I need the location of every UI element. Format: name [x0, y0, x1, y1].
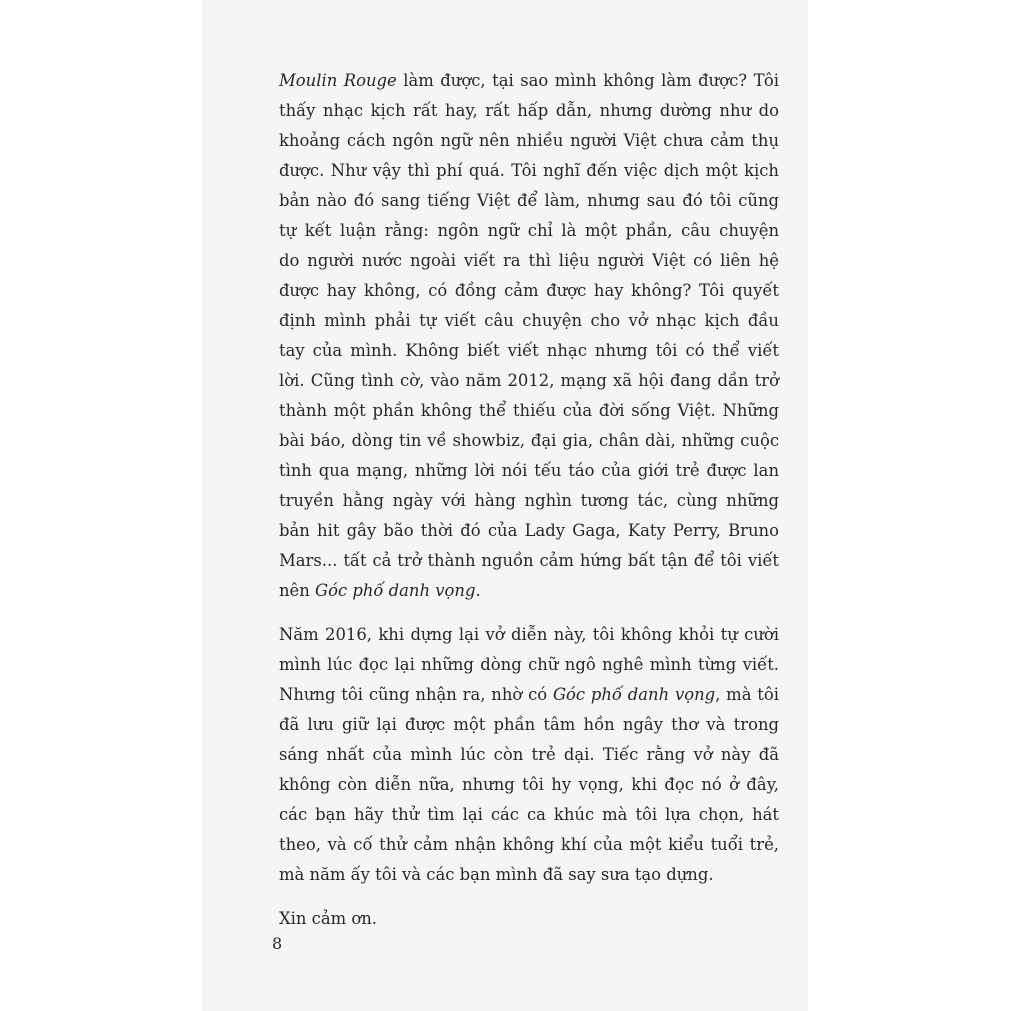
text-line: [279, 216, 779, 246]
italic-title: Moulin Rouge: [279, 71, 397, 90]
text-line: [279, 156, 779, 186]
text-line: [279, 620, 779, 650]
text-segment: do người nước ngoài viết ra thì liệu người Việt có liên hệ: [279, 251, 779, 270]
text-segment: không còn diễn nữa, nhưng tôi hy vọng, khi đọc nó ở đây,: [279, 775, 779, 794]
text-line: [279, 246, 779, 276]
book-page: [202, 0, 808, 1011]
page-number: 8: [272, 934, 283, 953]
italic-title: Góc phố danh vọng: [552, 685, 716, 704]
text-segment: bài báo, dòng tin về showbiz, đại gia, chân dài, những cuộc: [279, 431, 779, 450]
paragraph: [279, 620, 779, 890]
text-segment: định mình phải tự viết câu chuyện cho vở nhạc kịch đầu: [279, 311, 779, 330]
text-segment: bản hit gây bão thời đó của Lady Gaga, Katy Perry, Bruno: [279, 521, 779, 540]
text-segment: truyền hằng ngày với hàng nghìn tương tác, cùng những: [279, 491, 779, 510]
text-segment: mà năm ấy tôi và các bạn mình đã say sưa tạo dựng.: [279, 865, 714, 884]
text-segment: mình lúc đọc lại những dòng chữ ngô nghê mình từng viết.: [279, 655, 779, 674]
text-line: [279, 96, 779, 126]
text-line: [279, 456, 779, 486]
text-line: [279, 904, 779, 934]
text-line: [279, 516, 779, 546]
text-segment: tay của mình. Không biết viết nhạc nhưng tôi có thể viết: [279, 341, 779, 360]
text-segment: các bạn hãy thử tìm lại các ca khúc mà tôi lựa chọn, hát: [279, 805, 779, 824]
text-line: [279, 650, 779, 680]
text-segment: được hay không, có đồng cảm được hay không? Tôi quyết: [279, 281, 779, 300]
text-segment: bản nào đó sang tiếng Việt để làm, nhưng sau đó tôi cũng: [279, 191, 779, 210]
text-segment: nên: [279, 581, 316, 600]
text-line: [279, 546, 779, 576]
text-line: [279, 306, 779, 336]
text-segment: Mars... tất cả trở thành nguồn cảm hứng bất tận để tôi viết: [279, 551, 779, 570]
text-segment: theo, và cố thử cảm nhận không khí của một kiểu tuổi trẻ,: [279, 835, 779, 854]
text-line: [279, 276, 779, 306]
paragraph: [279, 904, 779, 934]
text-segment: khoảng cách ngôn ngữ nên nhiều người Việt chưa cảm thụ: [279, 131, 779, 150]
text-segment: sáng nhất của mình lúc còn trẻ dại. Tiếc rằng vở này đã: [279, 745, 779, 764]
text-line: [279, 710, 779, 740]
text-line: [279, 576, 779, 606]
text-segment: , mà tôi: [715, 685, 779, 704]
text-segment: .: [475, 581, 481, 600]
body-text: [279, 66, 779, 948]
text-line: [279, 396, 779, 426]
text-segment: làm được, tại sao mình không làm được? Tôi: [396, 71, 779, 90]
text-segment: đã lưu giữ lại được một phần tâm hồn ngây thơ và trong: [279, 715, 779, 734]
text-line: [279, 186, 779, 216]
text-segment: Nhưng tôi cũng nhận ra, nhờ có: [279, 685, 553, 704]
text-line: [279, 126, 779, 156]
text-line: [279, 366, 779, 396]
text-line: [279, 486, 779, 516]
text-line: [279, 770, 779, 800]
text-segment: được. Như vậy thì phí quá. Tôi nghĩ đến việc dịch một kịch: [279, 161, 779, 180]
text-segment: Năm 2016, khi dựng lại vở diễn này, tôi không khỏi tự cười: [279, 625, 779, 644]
text-line: [279, 830, 779, 860]
text-line: [279, 800, 779, 830]
text-line: [279, 426, 779, 456]
text-line: [279, 860, 779, 890]
text-segment: tình qua mạng, những lời nói tếu táo của giới trẻ được lan: [279, 461, 779, 480]
paragraph: [279, 66, 779, 606]
text-line: [279, 680, 779, 710]
text-segment: thành một phần không thể thiếu của đời sống Việt. Những: [279, 401, 779, 420]
italic-title: Góc phố danh vọng: [315, 581, 476, 600]
text-segment: thấy nhạc kịch rất hay, rất hấp dẫn, nhưng dường như do: [279, 101, 779, 120]
text-line: [279, 740, 779, 770]
text-line: [279, 336, 779, 366]
text-segment: Xin cảm ơn.: [279, 909, 378, 928]
text-line: [279, 66, 779, 96]
text-segment: lời. Cũng tình cờ, vào năm 2012, mạng xã hội đang dần trở: [279, 371, 779, 390]
text-segment: tự kết luận rằng: ngôn ngữ chỉ là một phần, câu chuyện: [279, 221, 779, 240]
